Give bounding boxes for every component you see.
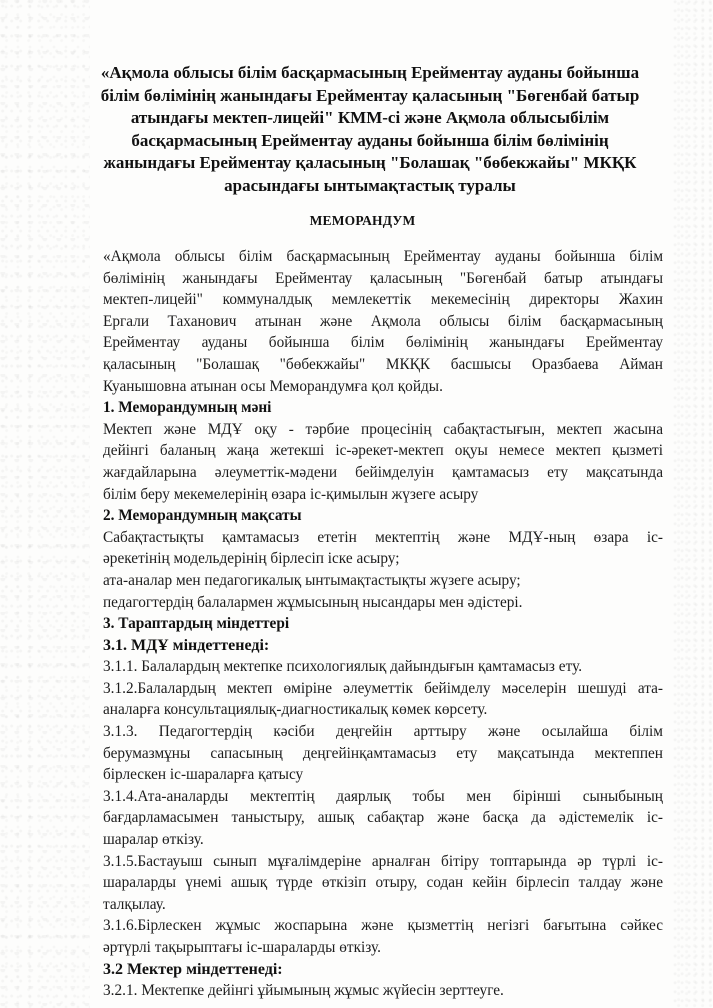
section-heading: 3. Тараптардың міндеттері (103, 615, 290, 633)
text-line: аналарға консультациялық-диагностикалық көмек көрсету. (103, 701, 488, 719)
clause-3-2-1 (103, 980, 663, 1002)
intro-paragraph (103, 246, 663, 397)
section-3 (103, 613, 663, 1002)
subsection-heading: 3.1. МДҰ міндеттенеді: (103, 636, 270, 654)
text-line: 3.1.3. Педагогтердің кәсіби деңгейін арттыру және осылайша білім (103, 723, 663, 741)
clause-3-1-5 (103, 851, 663, 916)
text-line: 3.1.4.Ата-аналарды мектептің даярлық тобы мен бірінші сыныбының (103, 787, 663, 805)
title-line: білім бөлімінің жанындағы Ерейментау қаласының "Бөгенбай батыр (100, 85, 640, 105)
clause-3-1-1 (103, 656, 663, 678)
clause-3-1-4 (103, 786, 663, 851)
text-line: 3.1.6.Бірлескен жұмыс жоспарына және қызметтің негізгі бағытына сәйкес (103, 917, 663, 935)
text-line: қаласының "Болашақ "бөбекжайы" МКҚК басшысы Оразбаева Айман (103, 355, 663, 373)
text-line: 3.1.1. Балалардың мектепке психологиялық дайындығын қамтамасыз ету. (103, 658, 583, 676)
text-line: әрекетінің модельдерінің бірлесіп іске асыру; (103, 550, 400, 568)
text-line: бөлімінің жанындағы Ерейментау қаласының "Бөгенбай батыр атындағы (103, 269, 663, 287)
section-2 (103, 505, 663, 613)
scan-noise-left (0, 0, 90, 1008)
text-line: бағдарламасымен таныстыру, ашық сабақтар және басқа да әдістемелік іс- (103, 809, 663, 827)
clause-3-1-6 (103, 915, 663, 958)
text-line: педагогтердің балалармен жұмысының нысандары мен әдістері. (103, 593, 523, 611)
clause-3-1-3 (103, 721, 663, 786)
section-heading: 1. Меморандумның мәні (103, 399, 272, 417)
text-line: әртүрлі тақырыптағы іс-шараларды өткізу. (103, 939, 381, 956)
text-line: шараларды үнемі ашық түрде өткізіп отыру, содан кейін бірлесіп талдау және (103, 874, 663, 892)
text-line: бірлескен іс-шараларға қатысу (103, 766, 304, 784)
text-line: талқылау. (103, 895, 166, 913)
title-line: арасындағы ынтымақтастық туралы (224, 175, 516, 195)
text-line: шаралар өткізу. (103, 831, 204, 849)
section-heading: 2. Меморандумның мақсаты (103, 507, 302, 525)
text-line: 3.1.2.Балалардың мектеп өміріне әлеуметтік бейімделу мәселерін шешуді ата- (103, 679, 663, 697)
text-line: білім беру мекемелерінің өзара іс-қимылын жүзеге асыру (103, 485, 479, 503)
text-line: Ерейментау ауданы бойынша білім бөлімінің жанындағы Ерейментау (103, 334, 663, 352)
text-line: мектеп-лицейі" коммуналдық мемлекеттік мекемесінің директоры Жахин (103, 291, 663, 309)
text-line: Ергали Таханович атынан және Ақмола облысы білім басқармасының (103, 312, 663, 330)
scan-noise-right (673, 0, 713, 1008)
text-line: «Ақмола облысы білім басқармасының Ерейментау ауданы бойынша білім (103, 248, 663, 265)
clause-3-1-2 (103, 678, 663, 721)
text-line: Мектеп және МДҰ оқу - тәрбие процесінің сабақтастығын, мектеп жасына (103, 420, 663, 438)
title-line: жанындағы Ерейментау қаласының "Болашақ "бөбекжайы" МКҚК (103, 153, 637, 172)
text-line: жағдайларына әлеуметтік-мәдени бейімделуін қамтамасыз ету мақсатында (103, 463, 663, 481)
text-line: Куанышовна атынан осы Меморандумға қол қойды. (103, 377, 443, 395)
text-line: 3.2.1. Мектепке дейінгі ұйымының жұмыс жүйесін зерттеуге. (103, 982, 504, 1000)
title-line: басқармасының Ерейментау ауданы бойынша білім бөлімінің (131, 130, 609, 150)
document-title (100, 62, 640, 197)
text-line: ата-аналар мен педагогикалық ынтымақтастықты жүзеге асыру; (103, 571, 521, 589)
title-line: атындағы мектеп-лицейі" КММ-сі және Ақмола облысыбілім (130, 108, 610, 127)
title-line: «Ақмола облысы білім басқармасының Ерейментау ауданы бойынша (100, 63, 640, 82)
memorandum-heading: МЕМОРАНДУМ (309, 213, 416, 228)
text-line: берумазмұны сапасының деңгейінқамтамасыз ету мақсатында мектеппен (103, 744, 663, 762)
text-line: 3.1.5.Бастауыш сынып мұғалімдеріне арналған бітіру топтарында әр түрлі іс- (103, 852, 663, 870)
section-1 (103, 397, 663, 505)
text-line: дейінгі баланың жаңа жетекші іс-әрекет-мектеп оқуы немесе мектеп қызметі (103, 442, 663, 460)
text-line: Сабақтастықты қамтамасыз ететін мектептің және МДҰ-ның өзара іс- (103, 528, 663, 546)
document-body (103, 246, 663, 1002)
subsection-heading: 3.2 Мектер міндеттенеді: (103, 960, 283, 978)
